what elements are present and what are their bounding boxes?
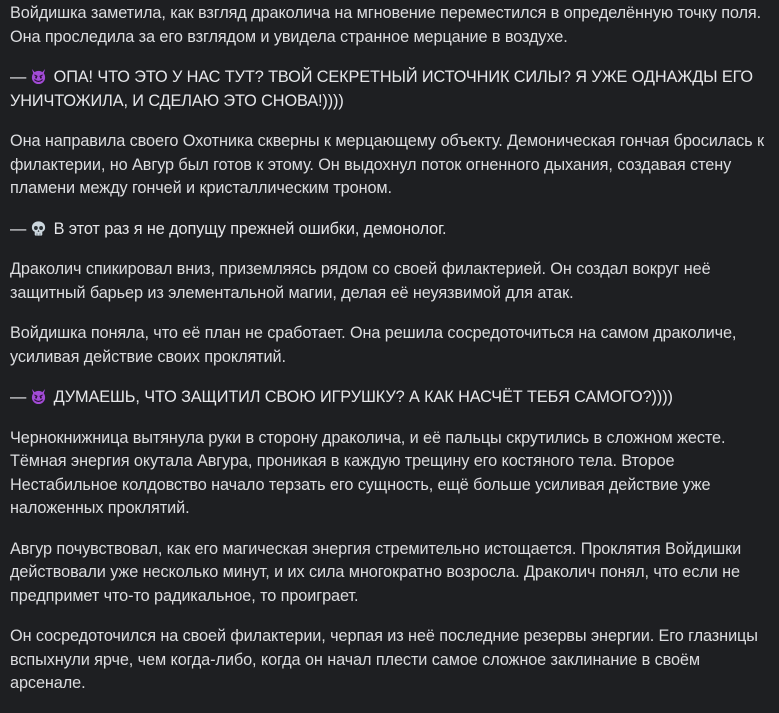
- speech-text: В этот раз я не допущу прежней ошибки, демонолог.: [53, 219, 447, 238]
- narration-paragraph: Она направила своего Охотника скверны к мерцающему объекту. Демоническая гончая бросилась к филактерии, но Авгур был готов к этому. Он выдохнул поток огненного дыхания, создавая стену пламени между гончей и кристаллическим троном.: [10, 132, 764, 197]
- narration-paragraph: Он сосредоточился на своей филактерии, черпая из неё последние резервы энергии. Его глазницы вспыхнули ярче, чем когда-либо, когда он начал плести самое сложное заклинание в своём арсенале.: [10, 627, 758, 692]
- speech-text: ОПА! ЧТО ЭТО У НАС ТУТ? ТВОЙ СЕКРЕТНЫЙ ИСТОЧНИК СИЛЫ? Я УЖЕ ОДНАЖДЫ ЕГО УНИЧТОЖИЛА, И СДЕЛАЮ ЭТО СНОВА!)))): [10, 68, 753, 110]
- smiling-imp-icon: [30, 68, 47, 85]
- narration-paragraph: Авгур почувствовал, как его магическая энергия стремительно истощается. Проклятия Войдишки действовали уже несколько минут, и их сила многократно возросла. Драколич понял, что если не предпримет что-то радикальное, то проиграет.: [10, 539, 742, 605]
- speech-line: [10, 386, 770, 410]
- speech-text: ДУМАЕШЬ, ЧТО ЗАЩИТИЛ СВОЮ ИГРУШКУ? А КАК НАСЧЁТ ТЕБЯ САМОГО?)))): [53, 388, 673, 406]
- narration-paragraph: Драколич спикировал вниз, приземляясь рядом со своей филактерией. Он создал вокруг неё защитный барьер из элементальной магии, делая её неуязвимой для атак.: [10, 260, 711, 302]
- narration-paragraph: Войдишка заметила, как взгляд драколича на мгновение переместился в определённую точку поля. Она проследила за его взглядом и увидела странное мерцание в воздухе.: [10, 4, 762, 46]
- dash: —: [10, 219, 27, 238]
- message-content: [10, 2, 770, 713]
- speech-line: [10, 66, 770, 113]
- skull-icon: [30, 220, 47, 237]
- narration-paragraph: Войдишка поняла, что её план не сработает. Она решила сосредоточиться на самом драколиче, усиливая действие своих проклятий.: [10, 324, 737, 366]
- dash: —: [10, 68, 27, 86]
- smiling-imp-icon: [30, 388, 47, 405]
- dash: —: [10, 388, 27, 406]
- speech-line: [10, 218, 770, 242]
- narration-paragraph: Чернокнижница вытянула руки в сторону драколича, и её пальцы скрутились в сложном жесте. Тёмная энергия окутала Авгура, проникая в каждую трещину его костяного тела. Второе Нестабильное колдовство начало терзать его сущность, ещё больше усиливая действие уже наложенных проклятий.: [10, 428, 726, 517]
